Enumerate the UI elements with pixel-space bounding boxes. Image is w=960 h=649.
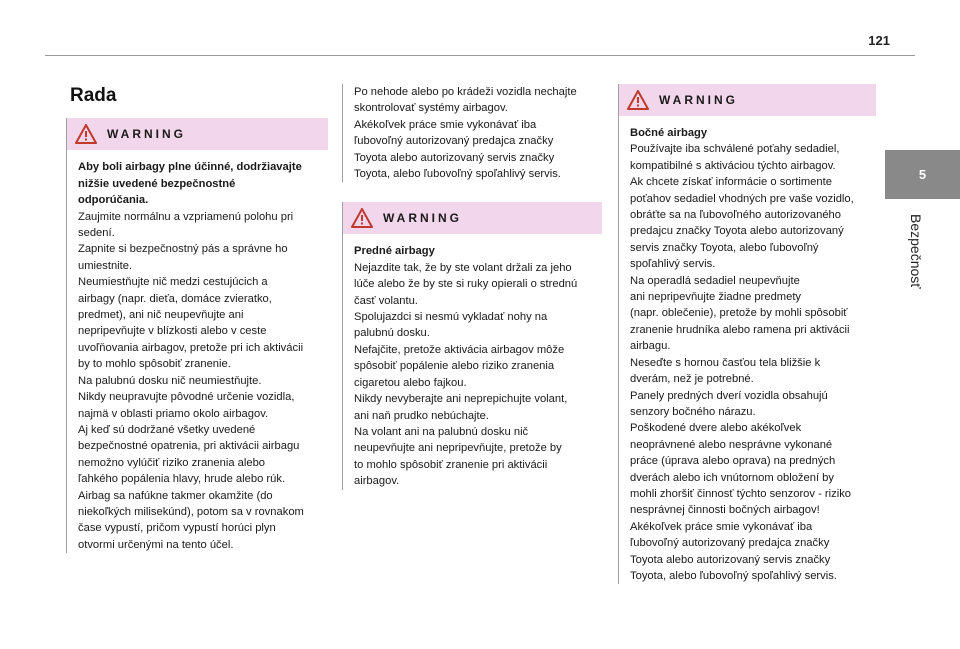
text-line: senzory bočného nárazu. xyxy=(630,405,756,418)
text-line: mohli zhoršiť činnosť týchto senzorov - riziko xyxy=(630,487,852,500)
warning-box-front-airbags xyxy=(342,202,602,489)
text-line: Akékoľvek práce smie vykonávať iba xyxy=(354,118,537,131)
text-line: spoľahlivý servis. xyxy=(630,258,716,271)
text-line: Panely predných dverí vozidla obsahujú xyxy=(630,389,828,402)
side-airbags-heading: Bočné airbagy xyxy=(630,127,708,139)
text-line: umiestnite. xyxy=(78,259,133,272)
text-line: čase vypustí, pričom vypustí horúci plyn xyxy=(78,522,276,535)
warning-box-advice xyxy=(66,118,328,553)
text-line: odporúčania. xyxy=(78,194,149,207)
text-line: niekoľkých milisekúnd), potom sa v rovnakom xyxy=(78,505,304,518)
text-line: lúče alebo že by ste si ruky opierali o strednú xyxy=(354,278,578,291)
warning-triangle-icon xyxy=(75,124,97,144)
text-line: Aj keď sú dodržané všetky uvedené xyxy=(78,423,256,436)
warning-label: WARNING xyxy=(383,211,462,226)
page-number: 121 xyxy=(868,33,890,48)
warning-triangle-icon xyxy=(351,208,373,228)
text-line: neupevňujte ani nepripevňujte, pretože by xyxy=(354,442,562,455)
text-line: neoprávnené alebo nesprávne vykonané xyxy=(630,438,833,451)
text-line: Akékoľvek práce smie vykonávať iba xyxy=(630,520,813,533)
text-line: nižšie uvedené bezpečnostné xyxy=(78,177,236,190)
text-line: Nefajčite, pretože aktivácia airbagov môže xyxy=(354,343,565,356)
text-line: otvormi určenými na tento účel. xyxy=(78,538,234,551)
text-line: Spolujazdci si nesmú vykladať nohy na xyxy=(354,311,548,324)
text-line: (napr. oblečenie), pretože by mohli spôsobiť xyxy=(630,307,848,320)
text-line: airbagy (napr. dieťa, domáce zvieratko, xyxy=(78,292,272,305)
warning-header xyxy=(67,118,328,150)
warning-intro xyxy=(78,159,328,208)
text-line: predmet), ani nič neupevňujte ani xyxy=(78,309,244,322)
text-line: ľubovoľný autorizovaný predajca značky xyxy=(630,537,830,550)
text-line: to mohlo spôsobiť zranenie pri aktivácii xyxy=(354,458,548,471)
text-line: Na palubnú dosku nič neumiestňujte. xyxy=(78,374,262,387)
text-line: práce (úprava alebo oprava) na predných xyxy=(630,455,836,468)
chapter-title: Bezpečnosť xyxy=(908,214,924,289)
column-3 xyxy=(618,84,876,584)
text-line: dverám, než je potrebné. xyxy=(630,373,754,386)
text-line: Neumiestňujte nič medzi cestujúcich a xyxy=(78,276,268,289)
text-line: najmä v oblasti priamo okolo airbagov. xyxy=(78,407,269,420)
text-line: Nejazdite tak, že by ste volant držali za jeho xyxy=(354,261,572,274)
text-line: Používajte iba schválené poťahy sedadiel, xyxy=(630,143,840,156)
text-line: poťahov sedadiel vhodných pre vaše vozidlo, xyxy=(630,192,854,205)
text-line: Ak chcete získať informácie o sortimente xyxy=(630,176,832,189)
chapter-number: 5 xyxy=(918,167,927,182)
text-line: airbagu. xyxy=(630,340,671,353)
text-line: palubnú dosku. xyxy=(354,327,430,340)
text-line: Toyota, alebo ľubovoľný spoľahlivý servis. xyxy=(630,569,837,582)
text-line: Neseďte s hornou časťou tela bližšie k xyxy=(630,356,821,369)
text-line: časť volantu. xyxy=(354,294,418,307)
text-line: Toyota alebo autorizovaný servis značky xyxy=(630,553,831,566)
warning-label: WARNING xyxy=(659,92,738,107)
text-line: airbagov. xyxy=(354,475,400,488)
text-line: Poškodené dvere alebo akékoľvek xyxy=(630,422,802,435)
warning-label: WARNING xyxy=(107,127,186,142)
text-line: zranenie hrudníka alebo ramena pri aktivácii xyxy=(630,323,850,336)
text-line: obráťte sa na ľubovoľného autorizovaného xyxy=(630,209,842,222)
section-title: Rada xyxy=(70,85,117,106)
column-2 xyxy=(342,84,602,490)
warning-header xyxy=(619,84,876,116)
text-line: predajcu značky Toyota alebo autorizovaný xyxy=(630,225,844,238)
text-line: bezpečnostné opatrenia, pri aktivácii airbagu xyxy=(78,440,300,453)
front-airbags-body xyxy=(354,260,602,490)
text-line: cigaretou alebo fajkou. xyxy=(354,376,467,389)
text-line: Na operadlá sedadiel neupevňujte xyxy=(630,274,800,287)
chapter-tab[interactable] xyxy=(885,150,960,199)
text-line: by to mohlo spôsobiť zranenie. xyxy=(78,358,231,371)
text-line: servis značky Toyota, alebo ľubovoľný xyxy=(630,241,819,254)
text-line: spôsobiť popálenie alebo riziko zranenia xyxy=(354,360,555,373)
text-line: nepripevňujte v blízkosti alebo v ceste xyxy=(78,325,267,338)
text-line: Airbag sa nafúkne takmer okamžite (do xyxy=(78,489,273,502)
front-airbags-heading: Predné airbagy xyxy=(354,245,435,258)
text-line: Toyota, alebo ľubovoľný spoľahlivý servis. xyxy=(354,168,561,181)
text-line: ľubovoľný autorizovaný predajca značky xyxy=(354,135,554,148)
text-line: ani naň prudko nebúchajte. xyxy=(354,409,489,422)
text-line: nemožno vylúčiť riziko zranenia alebo xyxy=(78,456,266,469)
text-line: Nikdy neupravujte pôvodné určenie vozidla, xyxy=(78,391,295,404)
warning-box-side-airbags xyxy=(618,84,876,584)
text-line: ani nepripevňujte žiadne predmety xyxy=(630,291,802,304)
warning-header xyxy=(343,202,602,234)
text-line: Na volant ani na palubnú dosku nič xyxy=(354,425,529,438)
side-airbags-body xyxy=(630,141,876,584)
inspection-text xyxy=(354,84,602,182)
text-line: Toyota alebo autorizovaný servis značky xyxy=(354,151,555,164)
header-divider xyxy=(45,55,915,56)
text-line: Po nehode alebo po krádeži vozidla nechajte xyxy=(354,86,577,98)
text-line: Zaujmite normálnu a vzpriamenú polohu pri xyxy=(78,210,294,223)
text-line: Zapnite si bezpečnostný pás a správne ho xyxy=(78,243,288,256)
warning-triangle-icon xyxy=(627,90,649,110)
text-line: sedení. xyxy=(78,227,115,240)
text-line: kompatibilné s aktiváciou týchto airbagov. xyxy=(630,159,836,172)
warning-body xyxy=(78,209,328,554)
text-line: Nikdy nevyberajte ani neprepichujte volant, xyxy=(354,393,568,406)
inspection-note xyxy=(342,84,602,182)
text-line: dverách alebo ich vnútornom obložení by xyxy=(630,471,834,484)
column-1 xyxy=(66,80,328,553)
text-line: skontrolovať systémy airbagov. xyxy=(354,102,508,115)
text-line: nesprávnej činnosti bočných airbagov! xyxy=(630,504,820,517)
text-line: uvoľňovania airbagov, pretože pri ich aktivácii xyxy=(78,341,304,354)
text-line: ľahkého popálenia hlavy, hrude alebo rúk. xyxy=(78,473,286,486)
text-line: Aby boli airbagy plne účinné, dodržiavajte xyxy=(78,161,302,174)
